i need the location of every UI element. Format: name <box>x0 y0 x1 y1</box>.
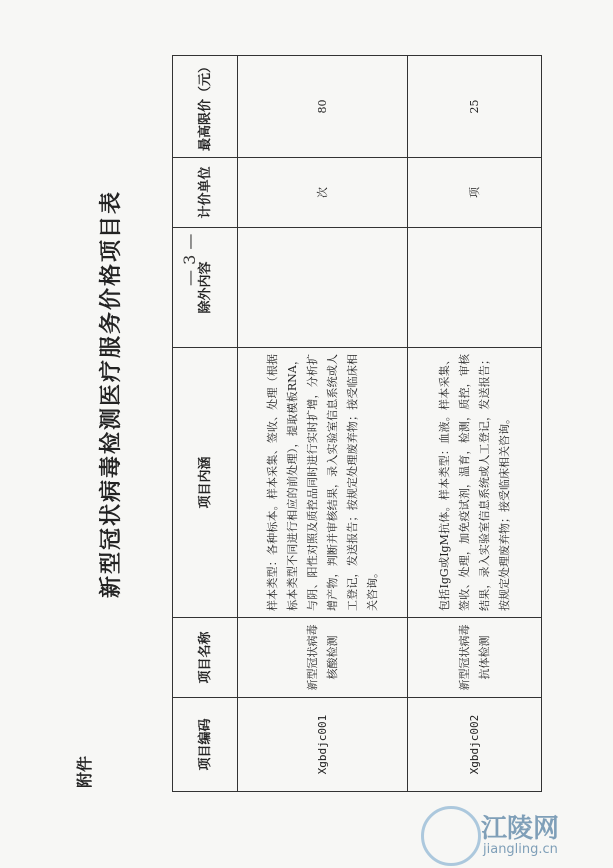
cell-content: 样本类型：各种标本。样本采集、签收、处理（根据标本类型不同进行相应的前处理），提取模板RNA，与阴、阳性对照及质控品同时进行实时扩增，分析扩增产物，判断并审核结果，录入实验室信息系统或人工登记，发送报告；按规定处理废弃物；接受临床相关咨询。 <box>238 348 408 618</box>
cell-content: 包括IgG或IgM抗体。样本类型：血液。样本采集、签收、处理，加免疫试剂，温育，检测，质控，审核结果，录入实验室信息系统或人工登记，发送报告；按规定处理废弃物；接受临床相关咨询。 <box>408 348 542 618</box>
price-table <box>172 55 542 792</box>
table-row <box>238 56 408 792</box>
attachment-label: 附件 <box>75 755 94 788</box>
cell-exclusion <box>408 228 542 348</box>
page-number: — 3 — <box>180 233 199 286</box>
watermark-logo-icon <box>421 806 481 866</box>
table-header-row <box>173 56 238 792</box>
header-unit: 计价单位 <box>173 158 238 228</box>
cell-code: Xgbdjc001 <box>238 698 408 792</box>
cell-unit: 项 <box>408 158 542 228</box>
table-row <box>408 56 542 792</box>
watermark-url: jiangling.cn <box>483 842 558 857</box>
header-name: 项目名称 <box>173 618 238 698</box>
site-watermark <box>417 802 607 864</box>
cell-price: 80 <box>238 56 408 158</box>
cell-price: 25 <box>408 56 542 158</box>
cell-exclusion <box>238 228 408 348</box>
cell-name: 新型冠状病毒核酸检测 <box>238 618 408 698</box>
header-exclusion: 除外内容 <box>173 228 238 348</box>
header-price: 最高限价（元） <box>173 56 238 158</box>
cell-name: 新型冠状病毒抗体检测 <box>408 618 542 698</box>
watermark-title: 江陵网 <box>481 814 560 844</box>
document-title: 新型冠状病毒检测医疗服务价格项目表 <box>98 190 124 599</box>
cell-code: Xgbdjc002 <box>408 698 542 792</box>
header-code: 项目编码 <box>173 698 238 792</box>
header-content: 项目内涵 <box>173 348 238 618</box>
rotated-content <box>60 54 600 794</box>
cell-unit: 次 <box>238 158 408 228</box>
